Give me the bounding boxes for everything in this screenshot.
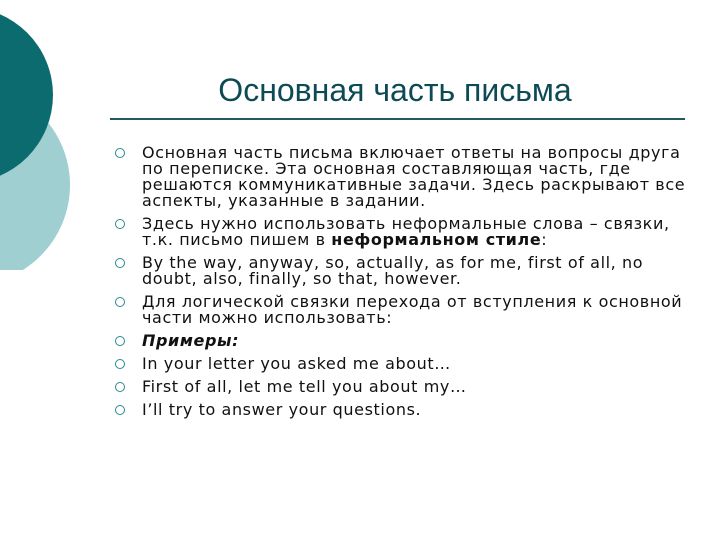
hollow-circle-icon [115, 336, 125, 346]
hollow-circle-icon [115, 359, 125, 369]
item-bold-text: неформальном стиле [331, 230, 542, 249]
item-text: I’ll try to answer your questions. [142, 400, 422, 419]
hollow-circle-icon [115, 297, 125, 307]
item-text: First of all, let me tell you about my… [142, 377, 467, 396]
list-item [115, 402, 690, 418]
hollow-circle-icon [115, 382, 125, 392]
item-text: In your letter you asked me about… [142, 354, 451, 373]
list-item [115, 333, 690, 349]
slide-title: Основная часть письма [218, 72, 572, 108]
item-text: Основная часть письма включает ответы на вопросы друга по переписке. Эта основная составляющая часть, где решаются коммуникативные задачи. Здесь раскрывают все аспекты, указанные в задании. [142, 143, 686, 210]
list-item [115, 145, 690, 209]
list-item [115, 379, 690, 395]
item-text: By the way, anyway, so, actually, as for me, first of all, no doubt, also, finally, so that, however. [142, 253, 644, 288]
bullet-list [115, 145, 690, 425]
hollow-circle-icon [115, 405, 125, 415]
list-item [115, 294, 690, 326]
list-item [115, 255, 690, 287]
item-text: Здесь нужно использовать неформальные слова – связки, т.к. письмо пишем в [142, 214, 670, 249]
title-divider [110, 118, 685, 120]
decorative-circles [0, 0, 110, 270]
hollow-circle-icon [115, 258, 125, 268]
item-text: Примеры: [142, 331, 240, 350]
hollow-circle-icon [115, 219, 125, 229]
list-item [115, 216, 690, 248]
item-text-end: : [541, 230, 548, 249]
list-item [115, 356, 690, 372]
hollow-circle-icon [115, 148, 125, 158]
item-text: Для логической связки перехода от вступления к основной части можно использовать: [142, 292, 683, 327]
